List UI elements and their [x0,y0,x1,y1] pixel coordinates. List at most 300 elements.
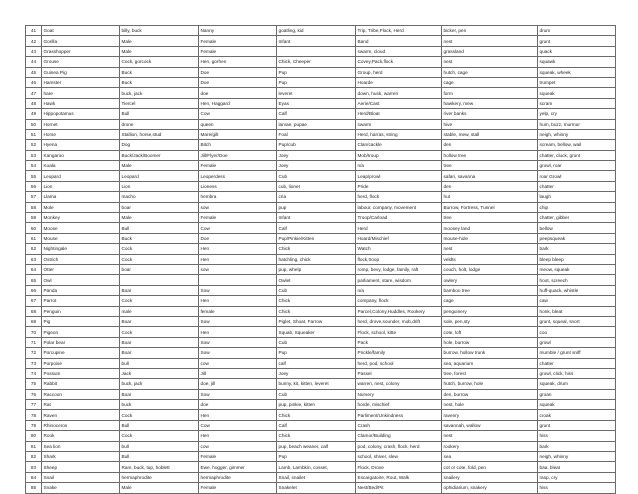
female-cell: Female [199,213,277,223]
male-cell: boar [120,202,199,212]
table-row [26,431,616,441]
group-cell: horde, mischief [356,400,442,410]
sound-cell: coo [538,327,616,337]
group-cell: Watch [356,244,442,254]
sound-cell: scream, bellow, wail [538,140,616,150]
sound-cell: trumpet [538,77,616,87]
animal-cell: Possum [42,368,120,378]
row-number-cell: 85 [26,483,42,493]
animal-cell: Nightingale [42,244,120,254]
row-number-cell: 84 [26,472,42,482]
table-row [26,306,616,316]
sound-cell: chip [538,202,616,212]
female-cell: Doe [199,77,277,87]
table-row [26,389,616,399]
young-cell: Infant [277,213,356,223]
male-cell: Boar [120,337,199,347]
female-cell: Female [199,483,277,493]
group-cell: romp, bevy, lodge, family, raft [356,264,442,274]
row-number-cell: 74 [26,368,42,378]
table-row [26,171,616,181]
home-cell: ravenry [442,410,538,420]
sound-cell: laugh [538,192,616,202]
female-cell: Hen [199,296,277,306]
male-cell: Cock [120,410,199,420]
animal-cell: Hippopotamus [42,109,120,119]
male-cell: Leopard [120,171,199,181]
male-cell: Male [120,213,199,223]
group-cell: company, flock [356,296,442,306]
row-number-cell: 58 [26,202,42,212]
home-cell: hutch, burrow, hole [442,379,538,389]
male-cell: Bull [120,109,199,119]
female-cell: Hen, Haggard [199,98,277,108]
male-cell: Lion [120,181,199,191]
home-cell: tree, forest [442,368,538,378]
home-cell: ophidiarium, snakery [442,483,538,493]
male-cell: Boar [120,389,199,399]
row-number-cell: 55 [26,171,42,181]
group-cell: swarm [356,119,442,129]
young-cell: larvae, pupae [277,119,356,129]
female-cell: doe [199,400,277,410]
row-number-cell: 52 [26,140,42,150]
row-number-cell: 72 [26,348,42,358]
male-cell: Boar [120,316,199,326]
female-cell: hembra [199,192,277,202]
group-cell: Flock, Drove [356,462,442,472]
male-cell: hermaphrodite [120,472,199,482]
sound-cell: croak [538,410,616,420]
male-cell: bull [120,358,199,368]
row-number-cell: 54 [26,161,42,171]
female-cell: Sow [199,285,277,295]
young-cell: Snakelet [277,483,356,493]
young-cell: Pup [277,348,356,358]
animal-cell: Hyena [42,140,120,150]
table-row [26,483,616,493]
animal-cell: Owl [42,275,120,285]
row-number-cell: 78 [26,410,42,420]
female-cell: Sow [199,337,277,347]
animal-cell: Otter [42,264,120,274]
table-row [26,348,616,358]
animal-cell: Koala [42,161,120,171]
young-cell: Infant [277,36,356,46]
female-cell: Cow [199,420,277,430]
home-cell: nest [442,244,538,254]
row-number-cell: 75 [26,379,42,389]
group-cell: herd, flock [356,192,442,202]
animal-cell: Leopard [42,171,120,181]
group-cell: Nest/Bed/Pit [356,483,442,493]
group-cell: Escargatoire, Rout, Walk [356,472,442,482]
group-cell: n/a [356,285,442,295]
male-cell: Cock [120,327,199,337]
table-row [26,327,616,337]
animal-cell: Gorilla [42,36,120,46]
row-number-cell: 60 [26,223,42,233]
sound-cell: squeak, wheek [538,67,616,77]
young-cell: cria [277,192,356,202]
table-row [26,410,616,420]
female-cell: Cow [199,223,277,233]
row-number-cell: 56 [26,181,42,191]
home-cell: sea [442,452,538,462]
animal-cell: Rook [42,431,120,441]
table-row [26,150,616,160]
female-cell: Jill [199,368,277,378]
male-cell: Cock, gorcock [120,57,199,67]
table-row [26,368,616,378]
young-cell: Pup [277,77,356,87]
male-cell: Male [120,36,199,46]
sound-cell: growl [538,337,616,347]
male-cell: buck, jack [120,88,199,98]
animal-cell: Snake [42,483,120,493]
sound-cell: chatter, cluck, grunt [538,150,616,160]
row-number-cell: 44 [26,57,42,67]
female-cell [199,275,277,285]
home-cell: safari, savanna [442,171,538,181]
male-cell: Ram, buck, tup, hoblett [120,462,199,472]
male-cell: buck [120,400,199,410]
female-cell: Lioness [199,181,277,191]
animal-cell: Guinea Pig [42,67,120,77]
home-cell: bamboo tree [442,285,538,295]
animal-cell: Parrot [42,296,120,306]
group-cell: school, shiver, slew [356,452,442,462]
home-cell: cot or cote, fold, pen [442,462,538,472]
home-cell: stable, mew, stall [442,129,538,139]
group-cell: Trip, Tribe,Flock, Herd [356,26,442,36]
table-row [26,140,616,150]
home-cell: hive [442,119,538,129]
group-cell: Clamor/Building [356,431,442,441]
female-cell: Doe [199,233,277,243]
row-number-cell: 70 [26,327,42,337]
male-cell: drone [120,119,199,129]
male-cell: Male [120,483,199,493]
female-cell: Sow [199,389,277,399]
row-number-cell: 80 [26,431,42,441]
table-row [26,129,616,139]
sound-cell: huff-quack, whistle [538,285,616,295]
young-cell: Chick [277,306,356,316]
animal-cell: Lion [42,181,120,191]
female-cell: Hen [199,254,277,264]
group-cell: labour, company, movement [356,202,442,212]
group-cell: Pack [356,337,442,347]
female-cell: Hen [199,327,277,337]
young-cell: pup [277,202,356,212]
female-cell: Ewe, hogger, gimmer [199,462,277,472]
animal-cell: Porcupine [42,348,120,358]
home-cell: rookery [442,441,538,451]
row-number-cell: 76 [26,389,42,399]
male-cell: Buck [120,67,199,77]
animal-cell: Hawk [42,98,120,108]
young-cell: Piglet, Shoat, Farrow [277,316,356,326]
home-cell: form [442,88,538,98]
home-cell: savannah, wallow [442,420,538,430]
group-cell: parliament, stare, wisdom [356,275,442,285]
male-cell: Buck [120,233,199,243]
young-cell: hatchling, chick [277,254,356,264]
table-row [26,233,616,243]
animal-cell: Pig [42,316,120,326]
table-row [26,452,616,462]
young-cell: Chick, Cheeper [277,57,356,67]
sound-cell: yelp, cry [538,109,616,119]
female-cell: Female [199,46,277,56]
row-number-cell: 68 [26,306,42,316]
sound-cell: rasp, cry [538,472,616,482]
group-cell: herd, pod, school [356,358,442,368]
young-cell [277,46,356,56]
row-number-cell: 79 [26,420,42,430]
home-cell: nest [442,57,538,67]
animal-cell: Shark [42,452,120,462]
male-cell: Boar [120,285,199,295]
animal-cell: Mole [42,202,120,212]
young-cell: Snail, snailet [277,472,356,482]
sound-cell: hiss [538,483,616,493]
home-cell: sea, aquarium [442,358,538,368]
young-cell: cub, lionet [277,181,356,191]
animal-cell: Sheep [42,462,120,472]
animal-cell: Monkey [42,213,120,223]
sound-cell: caw [538,296,616,306]
female-cell: female [199,306,277,316]
sound-cell: bleep bleep [538,254,616,264]
home-cell: den, burrow [442,389,538,399]
home-cell: nest, hole [442,400,538,410]
female-cell: Sow [199,348,277,358]
male-cell: bull [120,441,199,451]
table-row [26,88,616,98]
table-row [26,223,616,233]
male-cell: Bull [120,452,199,462]
table-row [26,119,616,129]
home-cell: sole, pen,sty [442,316,538,326]
row-number-cell: 43 [26,46,42,56]
female-cell: doe [199,88,277,98]
sound-cell: growl, click, hiss [538,368,616,378]
home-cell: hut [442,192,538,202]
group-cell: swarm, cloud [356,46,442,56]
sound-cell: squeak, drum [538,379,616,389]
home-cell: penguinery [442,306,538,316]
female-cell: Hen, gorhen [199,57,277,67]
young-cell: Calf [277,420,356,430]
young-cell: Pup [277,67,356,77]
male-cell: Stallion, horse,stud [120,129,199,139]
row-number-cell: 45 [26,67,42,77]
sound-cell: neigh, whinny [538,452,616,462]
sound-cell: neigh, whinny [538,129,616,139]
young-cell: Pup/cub [277,140,356,150]
table-row [26,379,616,389]
group-cell: flock,troop [356,254,442,264]
male-cell: Buck [120,77,199,87]
group-cell: Pride [356,181,442,191]
male-cell: Tiercel [120,98,199,108]
table-row [26,57,616,67]
animal-cell: Raccoon [42,389,120,399]
row-number-cell: 69 [26,316,42,326]
home-cell: hawkery, mew [442,98,538,108]
row-number-cell: 83 [26,462,42,472]
group-cell: Covey,Pack,flock [356,57,442,67]
young-cell: Cub [277,389,356,399]
female-cell: hermaphrodite [199,472,277,482]
young-cell: Pup [277,452,356,462]
table-row [26,264,616,274]
group-cell: n/a [356,161,442,171]
row-number-cell: 48 [26,98,42,108]
male-cell: Jack [120,368,199,378]
young-cell: Pup/Pinkie/Kitten [277,233,356,243]
animal-cell: Mouse [42,233,120,243]
sound-cell: grunt [538,36,616,46]
home-cell: den [442,181,538,191]
row-number-cell: 77 [26,400,42,410]
home-cell: owlery [442,275,538,285]
table-row [26,26,616,36]
row-number-cell: 51 [26,129,42,139]
young-cell: Chick [277,244,356,254]
male-cell: Boar [120,348,199,358]
sound-cell: peepsqueak [538,233,616,243]
young-cell: Foal [277,129,356,139]
animal-cell: Kangaroo [42,150,120,160]
young-cell: Calf [277,223,356,233]
sound-cell: bark [538,244,616,254]
table-row [26,36,616,46]
sound-cell: squeak [538,400,616,410]
sound-cell: drum [538,26,616,36]
table-row [26,316,616,326]
group-cell: Flock, school, kitte [356,327,442,337]
row-number-cell: 64 [26,264,42,274]
home-cell: nest [442,36,538,46]
female-cell: sow [199,264,277,274]
table-row [26,400,616,410]
group-cell: Passel [356,368,442,378]
row-number-cell: 59 [26,213,42,223]
home-cell: cage [442,77,538,87]
group-cell: Troop/Carload [356,213,442,223]
home-cell: couch, holt, lodge [442,264,538,274]
group-cell: Herd [356,223,442,233]
table-row [26,285,616,295]
table-row [26,275,616,285]
home-cell: snailery [442,472,538,482]
table-row [26,244,616,254]
young-cell: Chick [277,410,356,420]
group-cell: Crash [356,420,442,430]
table-body [26,26,616,494]
table-row [26,213,616,223]
animal-cell: Rhinoceros [42,420,120,430]
table-row [26,337,616,347]
group-cell: Band [356,36,442,46]
group-cell: warren, nest, colony [356,379,442,389]
row-number-cell: 47 [26,88,42,98]
group-cell: Herd/Bloat [356,109,442,119]
sound-cell: chatter [538,358,616,368]
male-cell: Cock [120,296,199,306]
sound-cell: hum, buzz, murmur [538,119,616,129]
female-cell: Hen [199,431,277,441]
animal-cell: Goat [42,26,120,36]
animal-cell: Porpoise [42,358,120,368]
home-cell: moosey land [442,223,538,233]
young-cell: goatling, kid [277,26,356,36]
animal-cell: Grasshopper [42,46,120,56]
row-number-cell: 71 [26,337,42,347]
table-row [26,67,616,77]
row-number-cell: 49 [26,109,42,119]
animal-cell: Rabbit [42,379,120,389]
group-cell: Clan/cackle [356,140,442,150]
young-cell: Joey [277,150,356,160]
animal-cell: Llama [42,192,120,202]
male-cell: Male [120,46,199,56]
animal-cell: Raven [42,410,120,420]
group-cell: Parliment/Unkindness [356,410,442,420]
row-number-cell: 41 [26,26,42,36]
group-cell: Hoarde [356,77,442,87]
home-cell: tree [442,213,538,223]
data-table [25,25,616,494]
male-cell: Bull [120,420,199,430]
row-number-cell: 50 [26,119,42,129]
sound-cell: squeak [538,88,616,98]
sound-cell: quack [538,46,616,56]
sound-cell: growl, roar [538,161,616,171]
table-row [26,109,616,119]
sound-cell: mumble / grunt sniff [538,348,616,358]
female-cell: Female [199,161,277,171]
female-cell: cow [199,358,277,368]
female-cell: Female [199,452,277,462]
female-cell: Doe [199,67,277,77]
sound-cell: baa, bleat [538,462,616,472]
female-cell: Leoperdess [199,171,277,181]
animal-cell: Snail [42,472,120,482]
table-row [26,46,616,56]
home-cell: hutch, cage [442,67,538,77]
table-row [26,181,616,191]
young-cell: Squab, Squeaker [277,327,356,337]
young-cell: pup, whelp [277,264,356,274]
group-cell: Mob/troup [356,150,442,160]
sound-cell: grunt, squeal, snort [538,316,616,326]
young-cell: calf [277,358,356,368]
sound-cell: grunt [538,420,616,430]
group-cell: Parcel,Colony,Huddles, Rookery [356,306,442,316]
home-cell: veldts [442,254,538,264]
table-row [26,462,616,472]
group-cell: down, husk, warren [356,88,442,98]
home-cell: nest [442,431,538,441]
animal-cell: Panda [42,285,120,295]
young-cell: Cub [277,285,356,295]
table-row [26,420,616,430]
sound-cell: hoot, screech [538,275,616,285]
